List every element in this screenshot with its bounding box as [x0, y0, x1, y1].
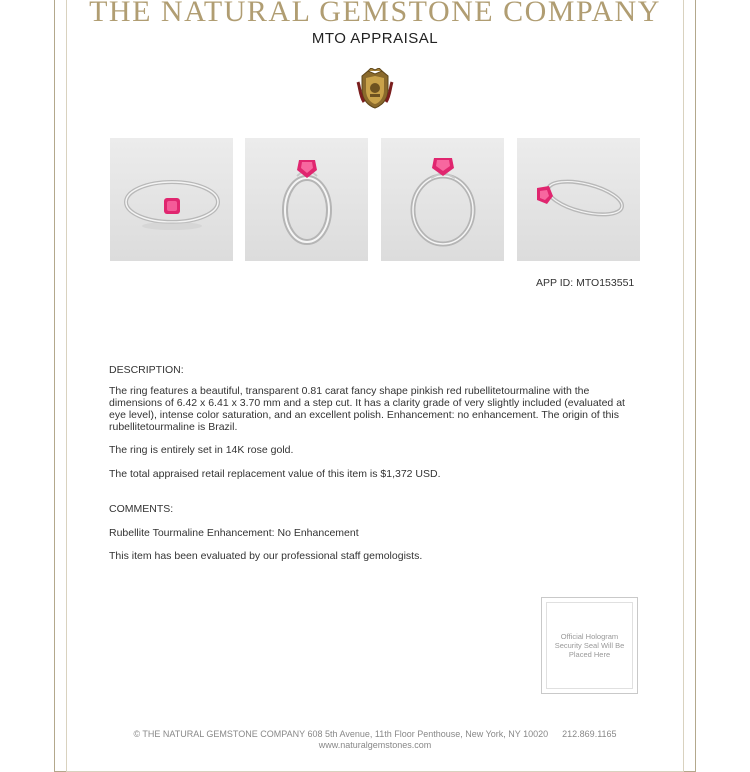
ring-photo-3	[381, 138, 504, 261]
description-paragraph: The ring features a beautiful, transparent 0.81 carat fancy shape pinkish red rubellitetourmaline with the dimensions of 6.42 x 6.41 x 3.70 mm and a step cut. It has a clarity grade of very slightly included (evaluated at eye level), intense color saturation, and an excellent polish. Enhancement: no enhancement. The origin of this rubellitetourmaline is Brazil.	[109, 385, 625, 433]
ring-photo-2	[245, 138, 368, 261]
seal-text: Official Hologram Security Seal Will Be Placed Here	[554, 632, 625, 659]
value-paragraph: The total appraised retail replacement value of this item is $1,372 USD.	[109, 468, 441, 480]
ring-photo-4	[517, 138, 640, 261]
evaluation-comment: This item has been evaluated by our professional staff gemologists.	[109, 550, 423, 562]
enhancement-comment: Rubellite Tourmaline Enhancement: No Enhancement	[109, 527, 359, 539]
footer	[0, 729, 750, 751]
company-name: THE NATURAL GEMSTONE COMPANY	[89, 0, 661, 28]
footer-phone: 212.869.1165	[562, 729, 617, 739]
document-title: MTO APPRAISAL	[311, 30, 439, 47]
crest-logo-icon	[356, 68, 394, 110]
footer-line-1	[0, 729, 750, 740]
ring-photo-1	[110, 138, 233, 261]
hologram-seal-placeholder	[541, 597, 638, 694]
footer-copyright: © THE NATURAL GEMSTONE COMPANY	[133, 729, 305, 739]
seal-inner-frame	[546, 602, 633, 689]
appraisal-id: APP ID: MTO153551	[536, 277, 635, 289]
comments-label: COMMENTS:	[109, 503, 174, 515]
footer-website[interactable]: www.naturalgemstones.com	[318, 740, 432, 750]
setting-paragraph: The ring is entirely set in 14K rose gold.	[109, 444, 294, 456]
footer-address: 608 5th Avenue, 11th Floor Penthouse, New York, NY 10020	[307, 729, 549, 739]
description-label: DESCRIPTION:	[109, 364, 184, 376]
